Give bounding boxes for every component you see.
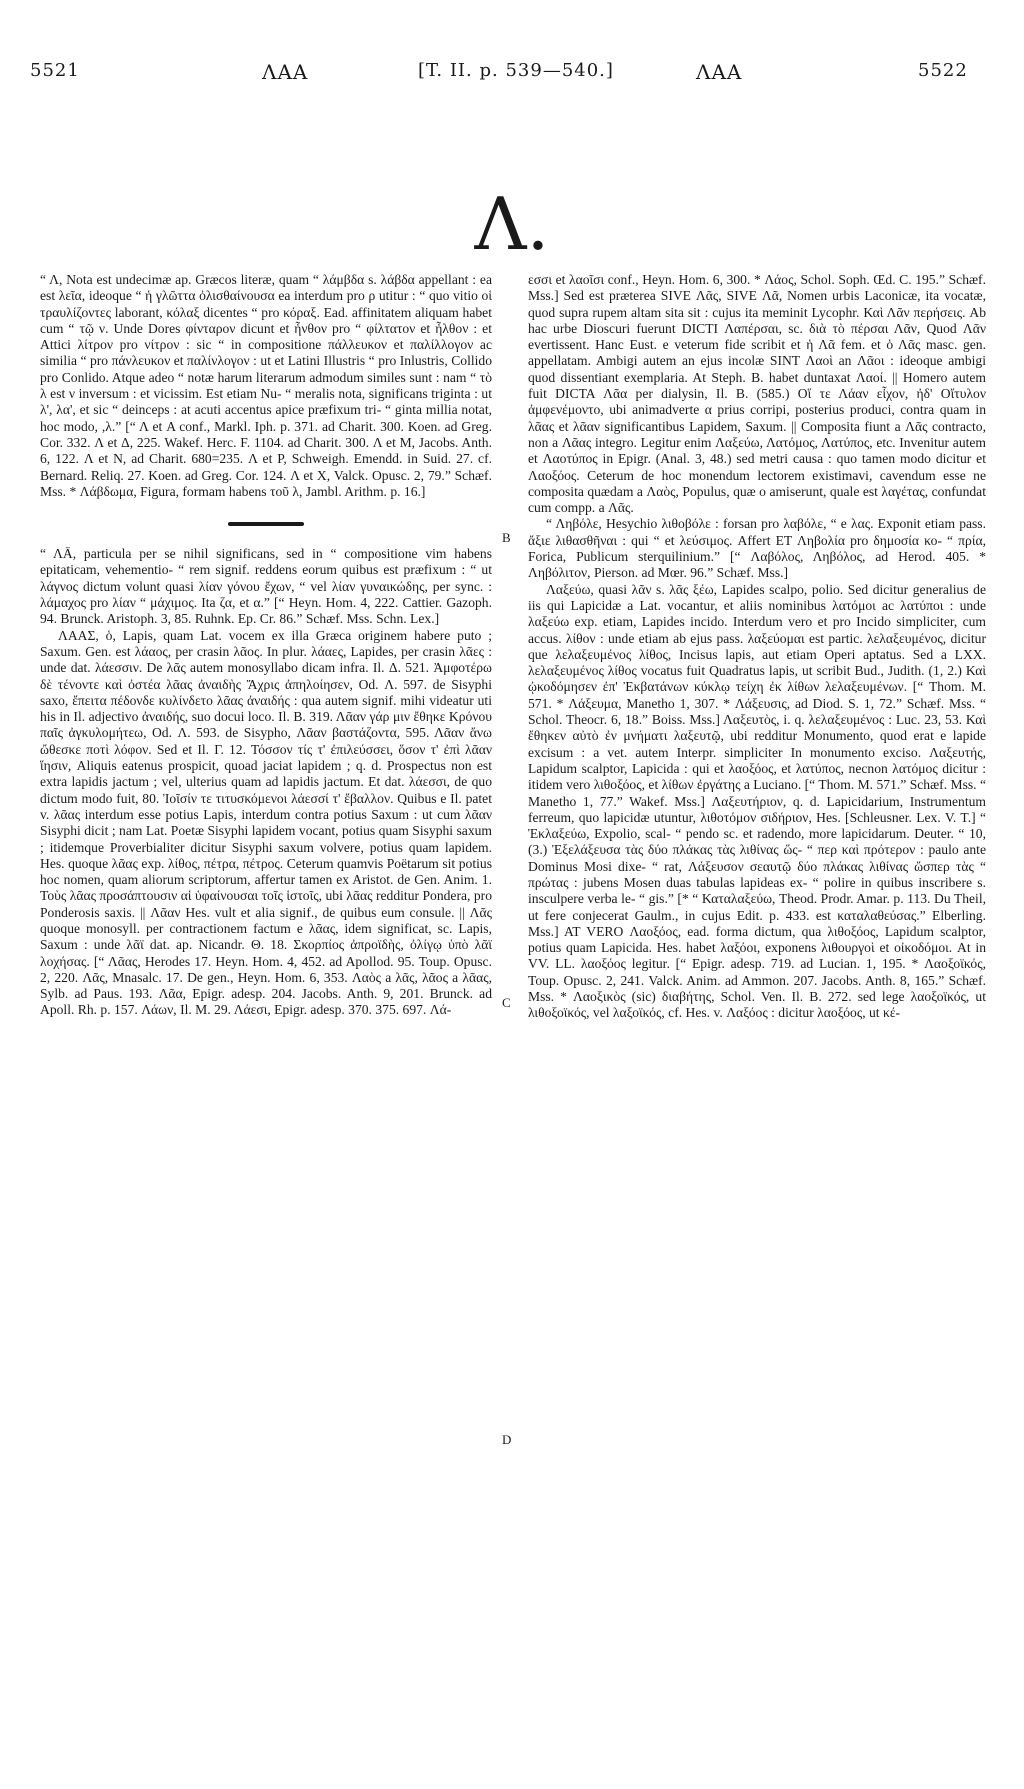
left-text-column [40,272,492,1019]
section-letter-heading: Λ. [474,182,550,266]
right-text-column [528,272,986,1022]
margin-marker-b: B [502,530,511,545]
margin-marker-c: C [502,995,511,1010]
entry-lebole: “ Ληβόλε, Hesychio λιθοβόλε : forsan pro λαβόλε, “ e λας. Exponit etiam pass. ἄξιε λιθασθῆναι : qui “ et λεύσιμος. Affert ET Ληβολία pro δημοσία κο- “ πρία, Forica, Publicum sterquilinium.” [“ Λαβόλος, Ληβόλος, ad Herod. 405. * Ληβόλιτον, Pierson. ad Mœr. 96.” Schæf. Mss.] [528,516,986,581]
entry-laas-continued: εσσι et λαοῖσι conf., Heyn. Hom. 6, 300. * Λάος, Schol. Soph. Œd. C. 195.” Schæf. Mss.] Sed est præterea SIVE Λᾶς, SIVE Λᾶ, Nomen urbis Laconicæ, ita vocatæ, quod supra rupem altam sita sit : cujus ita meminit Lycophr. Καὶ Λᾶν περήσεις. Ab hac urbe Dioscuri fuerunt DICTI Λαπέρσαι, sc. διὰ τὸ πέρσαι Λᾶν, Quod Λᾶν evertissent. Hanc Eust. e veterum fide scribit et ἡ Λᾶ fem. et ὁ Λᾶς masc. gen. appellatam. Ambigi autem an ejus incolæ SINT Λαοὶ an Λᾶοι : ideoque ambigi quod dissentiant exemplaria. At Steph. B. habet duntaxat Λαοί. || Homero autem fuit DICTA Λᾶα per dialysin, Il. Β. (585.) Οἵ τε Λάαν εἶχον, ἠδ' Οἴτυλον ἀμφενέμοντο, ubi animadverte α prius corripi, posterius produci, contra quam in λᾶας et λᾶαν significantibus Lapidem, Saxum. || Composita fiunt a Λᾶς contracto, non a Λᾶας integro. Legitur enim Λαξεύω, Λατόμος, Λατύπος, etc. Invenitur autem et Λαοτύπος in Epigr. (Anal. 3, 48.) sed metri causa : quo tamen modo dicitur et Λαοξόος. Ceterum de hoc monendum lectorem existimavi, cavendum esse ne composita quædam a Λαὸς, Populus, quæ ο amiserunt, quale est λαγέτας, confundat cum compp. a Λᾶς. [528,272,986,516]
entry-laas: ΛΑΑΣ, ὁ, Lapis, quam Lat. vocem ex illa Græca originem habere puto ; Saxum. Gen. est λάαος, per crasin λᾶος. In plur. λάαες, Lapides, per crasin λᾶες : unde dat. λάεσσιν. De λᾶς autem monosyllabo dicam infra. Il. Δ. 521. Ἀμφοτέρω δὲ τένοντε καὶ ὀστέα λᾶας ἀναιδὴς Ἄχρις ἀπηλοίησεν, Od. Λ. 597. de Sisyphi saxo, ἔπειτα πέδονδε κυλίνδετο λᾶας ἀναιδής : qua autem signif. mihi videatur uti his in Il. adjectivo ἀναιδής, suo docui loco. Il. Β. 319. Λᾶαν γάρ μιν ἔθηκε Κρόνου παῖς ἀγκυλομήτεω, Od. Λ. 593. de Sisypho, Λᾶαν βαστάζοντα, 595. Λᾶαν ἄνω ὤθεσκε ποτὶ λόφον. Sed et Il. Γ. 12. Τόσσον τίς τ' ἐπιλεύσσει, ὅσον τ' ἐπὶ λᾶαν ἵησιν, Aliquis eatenus prospicit, quoad jaciat lapidem ; q. d. Prospectus non est extra lapidis jactum ; vel, ulterius quam ad lapidis jactum. Et dat. λάεσσι, de quo dictum modo fuit, 80. Ἰοῖσίν τε τιτυσκόμενοι λάεσσί τ' ἔβαλλον. Quibus e Il. patet v. λᾶας interdum esse potius Lapis, interdum contra potius Saxum : ut cum λᾶαν Sisyphi dicit ; nam Lat. Poetæ Sisyphi lapidem vocant, potius quam Sisyphi saxum ; itidemque Proverbialiter dicitur Sisyphi saxum volvere, potius quam lapidem. Hes. quoque λᾶας exp. λίθος, πέτρα, πέτρος. Ceterum quamvis Poëtarum sit potius hoc nomen, quam aliorum scriptorum, affertur tamen ex Aristot. de Gen. Anim. 1. Τοὺς λᾶας προσάπτουσιν αἱ ὑφαίνουσαι τοῖς ἱστοῖς, ubi λᾶας redditur Pondera, pro Ponderosis saxis. || Λᾶαν Hes. vult et alia signif., de quibus eum consule. || Λᾶς quoque monosyll. per contractionem factum e λᾶας, idem significat, sc. Lapis, Saxum : unde λᾶϊ dat. ap. Nicandr. Θ. 18. Σκορπίος ἀπροϊδὴς, ὀλίγῳ ὑπὸ λᾶϊ λοχήσας. [“ Λᾶας, Herodes 17. Heyn. Hom. 4, 452. ad Apollod. 95. Toup. Opusc. 2, 220. Λᾶς, Mnasalc. 17. De gen., Heyn. Hom. 6, 353. Λαὸς a λᾶς, λᾶος a λᾶας, Sylb. ad Paus. 193. Λᾶα, Epigr. adesp. 204. Jacobs. Anth. 9, 201. Brunck. ad Apoll. Rh. p. 157. Λάων, Il. Μ. 29. Λάεσι, Epigr. adesp. 370. 375. 697. Λά- [40,627,492,1018]
entry-lambda: “ Λ, Nota est undecimæ ap. Græcos literæ, quam “ λάμβδα s. λάβδα appellant : ea est λεῖα, ideoque “ ἡ γλῶττα ὀλισθαίνουσα ea interdum pro ρ utitur : “ quo vitio οἱ τραυλίζοντες laborant, κόλαξ dicentes “ pro κόραξ. Ead. affinitatem aliquam habet cum “ τῷ ν. Unde Dores φίνταρον dicunt et ἦνθον pro “ φίλτατον et ἦλθον : et Attici λίτρον pro νίτρον : sic “ in compositione πάλλευκον et παλίλλογον ac similia “ pro πάνλευκον et παλίνλογον : ut et Latini Illustris “ pro Inlustris, Collido pro Conlido. Atque adeo “ notæ harum literarum admodum similes sunt : nam “ τὸ λ est ν inversum : et vicissim. Est etiam Nu- “ meralis nota, significans triginta : ut λ', λα', et sic “ deinceps : at acuti accentus apice præfixum tri- “ ginta millia notat, hoc modo, ,λ.” [“ Λ et Α conf., Markl. Iph. p. 371. ad Charit. 300. Koen. ad Greg. Cor. 332. Λ et Δ, 225. Wakef. Herc. F. 1104. ad Charit. 300. Λ et Μ, Jacobs. Anth. 6, 122. Λ et Ν, ad Charit. 680=235. Λ et Ρ, Schweigh. Emendd. in Suid. 27. cf. Bernard. Reliq. 27. Koen. ad Greg. Cor. 124. Λ et Χ, Valck. Opusc. 2, 79.” Schæf. Mss. * Λάβδωμα, Figura, formam habens τοῦ λ, Jambl. Arithm. p. 16.] [40,272,492,499]
volume-page-reference: [T. II. p. 539—540.] [418,60,614,81]
margin-marker-d: D [502,1432,512,1447]
entry-la-particle: “ ΛᾹ, particula per se nihil significans, sed in “ compositione vim habens epitaticam, vehementio- “ rem signif. reddens eorum quibus est præfixum : “ ut λάγνος dictum volunt quasi λίαν γόνου ἔχων, “ vel λίαν γυναικώδης, per sync. : λάμαχος pro λίαν “ μάχιμος. Ita ζα, et α.” [“ Heyn. Hom. 4, 222. Cattier. Gazoph. 94. Brunck. Aristoph. 3, 85. Ruhnk. Ep. Cr. 86.” Schæf. Mss. Schn. Lex.] [40,546,492,627]
left-page-number: 5521 [30,60,80,81]
right-page-number: 5522 [918,60,968,81]
right-running-head: ΛΑΑ [696,60,743,84]
section-divider [228,522,304,526]
left-running-head: ΛΑΑ [262,60,309,84]
entry-laxeuo: Λαξεύω, quasi λᾶν s. λᾶς ξέω, Lapides scalpo, polio. Sed dicitur generalius de iis qui Lapicidæ a Lat. vocantur, et aliis nominibus λατόμοι ac λατύποι : unde λαξεύω exp. etiam, Lapides incido. Interdum vero et pro Incido simpliciter, cum accus. λίθον : unde etiam ab ejus pass. λαξεύομαι est partic. λελαξευμένος, dicitur que λελαξευμένος λίθος, Incisus lapis, aut etiam Operi aptatus. Sed a LXX. λελαξευμένος λίθος vocatus fuit Quadratus lapis, ut scribit Bud., Judith. (1, 2.) Καὶ ᾠκοδόμησεν ἐπ' Ἐκβατάνων κύκλῳ τείχη ἐκ λίθων λελαξευμένων. [“ Thom. M. 571. * Λάξευμα, Manetho 1, 307. * Λάξευσις, ad Diod. S. 1, 72.” Schæf. Mss. “ Schol. Theocr. 6, 18.” Boiss. Mss.] Λαξευτὸς, i. q. λελαξευμένος : Luc. 23, 53. Καὶ ἔθηκεν αὐτὸ ἐν μνήματι λαξευτῷ, ubi redditur Monumento, quod erat e lapide excisum : a vet. autem Interpr. simpliciter In monumento exciso. Λαξευτής, Lapidum scalptor, Lapicida : qui et λαοξόος, et λατύπος, necnon λατόμος dicitur : itidem vero λιθοξόος, et λίθων ἐργάτης a Luciano. [“ Thom. M. 571.” Schæf. Mss. “ Manetho 1, 77.” Wakef. Mss.] Λαξευτήριον, q. d. Lapicidarium, Instrumentum ferreum, quo lapicidæ utuntur, λιθοτόμον σιδήριον, Hes. [Schleusner. Lex. V. T.] “ Ἐκλαξεύω, Expolio, scal- “ pendo sc. et radendo, more lapicidarum. Deuter. “ 10, (3.) Ἐξελάξευσα τὰς δύο πλάκας τὰς λιθίνας ὥς- “ περ καὶ πρότερον : paulo ante Dominus Mosi dixe- “ rat, Λάξευσον σεαυτῷ δύο πλάκας λιθίνας ὥσπερ τὰς “ πρώτας : jubens Mosen duas tabulas lapideas ex- “ polire in quibus inscribere s. insculpere verba le- “ gis.” [* “ Καταλαξεύω, Theod. Prodr. Amar. p. 113. Du Theil, ut fere conjecerat Gaulm., in cujus Edit. p. 433. est καταλαθεύσας.” Elberling. Mss.] AT VERO Λαοξόος, ead. forma dictum, qua λιθοξόος, Lapidum scalptor, potius quam Lapicida. Hes. habet λαξόοι, exponens λιθουργοὶ et οἰκοδόμοι. At in VV. LL. λαοξόος legitur. [“ Epigr. adesp. 719. ad Lucian. 1, 195. * Λαοξοϊκός, Toup. Opusc. 2, 241. Valck. Anim. ad Ammon. 207. Jacobs. Anth. 8, 165.” Schæf. Mss. * Λαοξικὸς (sic) διαβήτης, Schol. Ven. Il. Β. 272. sed lege λαοξοϊκός, ut λιθοξοϊκός, vel λαξοϊκός, cf. Hes. v. Λαξόος : dicitur λαοξόος, ut κέ- [528,581,986,1021]
